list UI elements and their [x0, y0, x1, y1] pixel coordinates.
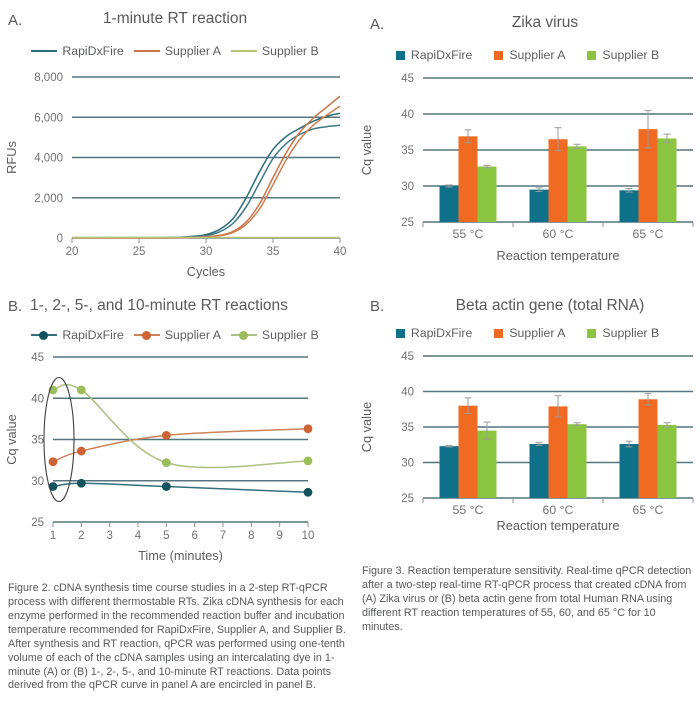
- marker-dot-icon: [239, 331, 248, 340]
- line-swatch-icon: [231, 50, 257, 52]
- legend-label: RapiDxFire: [410, 326, 473, 340]
- svg-text:65 °C: 65 °C: [632, 503, 664, 517]
- legend-label: Supplier A: [164, 44, 221, 58]
- svg-text:10: 10: [301, 530, 315, 542]
- panel-b-right: [355, 290, 700, 582]
- legend-item: [494, 326, 565, 340]
- square-swatch-icon: [494, 51, 503, 60]
- panel-label-a-right: A.: [370, 16, 385, 33]
- legend-label: RapiDxFire: [62, 328, 124, 342]
- svg-text:40: 40: [401, 386, 414, 399]
- legend-item: [31, 44, 124, 58]
- legend-label: Supplier B: [261, 328, 319, 342]
- svg-text:2: 2: [78, 530, 85, 542]
- svg-text:9: 9: [276, 530, 283, 542]
- legend-item: [134, 44, 221, 58]
- svg-text:45: 45: [401, 73, 414, 85]
- svg-text:45: 45: [401, 351, 414, 363]
- square-swatch-icon: [494, 329, 503, 338]
- legend-1min-rt: [0, 44, 350, 58]
- svg-text:5: 5: [163, 530, 170, 542]
- svg-text:35: 35: [266, 246, 280, 258]
- svg-text:8,000: 8,000: [34, 72, 63, 84]
- svg-text:8: 8: [248, 530, 255, 542]
- figure-2-caption: Figure 2. cDNA synthesis time course studies in a 2-step RT-qPCR process with different thermostable RTs. Zika cDNA synthesis for each enzyme performed in the recommended reaction buffer and incubation temperature recommended for RapiDxFire, Supplier A, and Supplier B. After synthesis and RT reaction, qPCR was performed using one-tenth volume of each of the cDNA samples using an intercalating dye in 1-minute (A) or (B) 1-, 2-, 5-, and 10-minute RT reactions. Data points derived from the qPCR curve in panel A are encircled in panel B.: [8, 582, 346, 692]
- legend-beta-actin: [355, 326, 700, 340]
- chart-title-zika: Zika virus: [511, 14, 579, 31]
- svg-text:Reaction temperature: Reaction temperature: [496, 518, 620, 533]
- marker-dot-icon: [142, 331, 151, 340]
- svg-text:Cq value: Cq value: [359, 124, 374, 176]
- svg-text:25: 25: [31, 517, 44, 529]
- legend-item: [396, 326, 473, 340]
- chart-title-beta-actin: Beta actin gene (total RNA): [455, 297, 645, 314]
- legend-item: [494, 48, 565, 62]
- svg-text:6: 6: [191, 530, 198, 542]
- svg-text:20: 20: [65, 246, 79, 258]
- legend-item: [231, 328, 319, 342]
- panel-label-b-right: B.: [370, 298, 385, 315]
- svg-text:3: 3: [106, 530, 113, 542]
- svg-text:35: 35: [401, 145, 414, 157]
- legend-item: [396, 48, 473, 62]
- line-dot-swatch-icon: [134, 334, 160, 336]
- legend-label: Supplier B: [261, 44, 319, 58]
- svg-text:55 °C: 55 °C: [452, 227, 484, 241]
- svg-text:35: 35: [31, 434, 44, 447]
- panel-b-left: [0, 290, 350, 582]
- svg-text:40: 40: [333, 246, 347, 258]
- legend-time-course: [0, 328, 350, 342]
- svg-text:25: 25: [401, 217, 414, 229]
- svg-text:Time (minutes): Time (minutes): [138, 548, 223, 563]
- legend-item: [587, 326, 659, 340]
- square-swatch-icon: [396, 329, 405, 338]
- panel-label-b-left: B.: [8, 298, 23, 315]
- svg-text:6,000: 6,000: [34, 112, 63, 125]
- legend-label: Supplier B: [602, 326, 660, 340]
- svg-text:35: 35: [401, 422, 414, 434]
- legend-zika: [355, 48, 700, 62]
- svg-text:65 °C: 65 °C: [632, 227, 664, 241]
- line-chart-time-course: [0, 345, 350, 583]
- legend-label: Supplier B: [602, 48, 660, 62]
- legend-item: [31, 328, 124, 342]
- marker-dot-icon: [39, 331, 48, 340]
- svg-text:30: 30: [31, 475, 44, 488]
- square-swatch-icon: [587, 329, 596, 338]
- line-dot-swatch-icon: [231, 334, 257, 336]
- svg-text:4: 4: [134, 530, 142, 542]
- legend-item: [134, 328, 221, 342]
- svg-text:60 °C: 60 °C: [542, 227, 574, 241]
- svg-text:1: 1: [49, 530, 57, 542]
- svg-text:45: 45: [31, 352, 44, 364]
- svg-text:30: 30: [401, 181, 414, 193]
- legend-label: RapiDxFire: [62, 44, 124, 58]
- svg-text:7: 7: [219, 530, 227, 542]
- chart-title-time-course: 1-, 2-, 5-, and 10-minute RT reactions: [30, 297, 288, 314]
- svg-text:40: 40: [401, 109, 414, 121]
- figure-3-caption: Figure 3. Reaction temperature sensitivity. Real-time qPCR detection after a two-step real-time RT-qPCR process that created cDNA from (A) Zika virus or (B) beta actin gene from total Human RNA using different RT reaction temperatures of 55, 60, and 65 °C for 10 minutes.: [362, 565, 692, 633]
- legend-label: RapiDxFire: [410, 48, 473, 62]
- svg-text:Cq value: Cq value: [4, 414, 19, 465]
- svg-text:60 °C: 60 °C: [542, 503, 574, 517]
- legend-label: Supplier A: [164, 328, 221, 342]
- bar-chart-beta-actin: [355, 348, 700, 538]
- legend-item: [231, 44, 319, 58]
- svg-text:25: 25: [132, 246, 146, 258]
- svg-text:RFUs: RFUs: [4, 141, 19, 174]
- legend-label: Supplier A: [509, 326, 566, 340]
- svg-text:55 °C: 55 °C: [452, 503, 484, 517]
- svg-text:Reaction temperature: Reaction temperature: [496, 248, 620, 263]
- square-swatch-icon: [396, 51, 405, 60]
- chart-title-1min-rt: 1-minute RT reaction: [102, 10, 248, 27]
- legend-label: Supplier A: [509, 48, 566, 62]
- svg-text:Cycles: Cycles: [186, 264, 226, 279]
- legend-item: [587, 48, 659, 62]
- bar-chart-zika: [355, 70, 700, 285]
- svg-text:2,000: 2,000: [34, 192, 63, 205]
- svg-text:30: 30: [401, 457, 414, 470]
- svg-text:40: 40: [31, 393, 44, 406]
- panel-a-left: [0, 0, 350, 292]
- line-chart-1min-rt: [0, 62, 350, 292]
- svg-text:4,000: 4,000: [34, 152, 63, 165]
- svg-text:25: 25: [401, 493, 414, 505]
- square-swatch-icon: [587, 51, 596, 60]
- svg-text:Cq value: Cq value: [359, 401, 374, 453]
- panel-a-right: [355, 0, 700, 292]
- line-dot-swatch-icon: [31, 334, 57, 336]
- panel-label-a-left: A.: [8, 12, 23, 29]
- svg-text:0: 0: [56, 233, 63, 245]
- line-swatch-icon: [31, 50, 57, 52]
- line-swatch-icon: [134, 50, 160, 52]
- svg-text:30: 30: [199, 246, 213, 258]
